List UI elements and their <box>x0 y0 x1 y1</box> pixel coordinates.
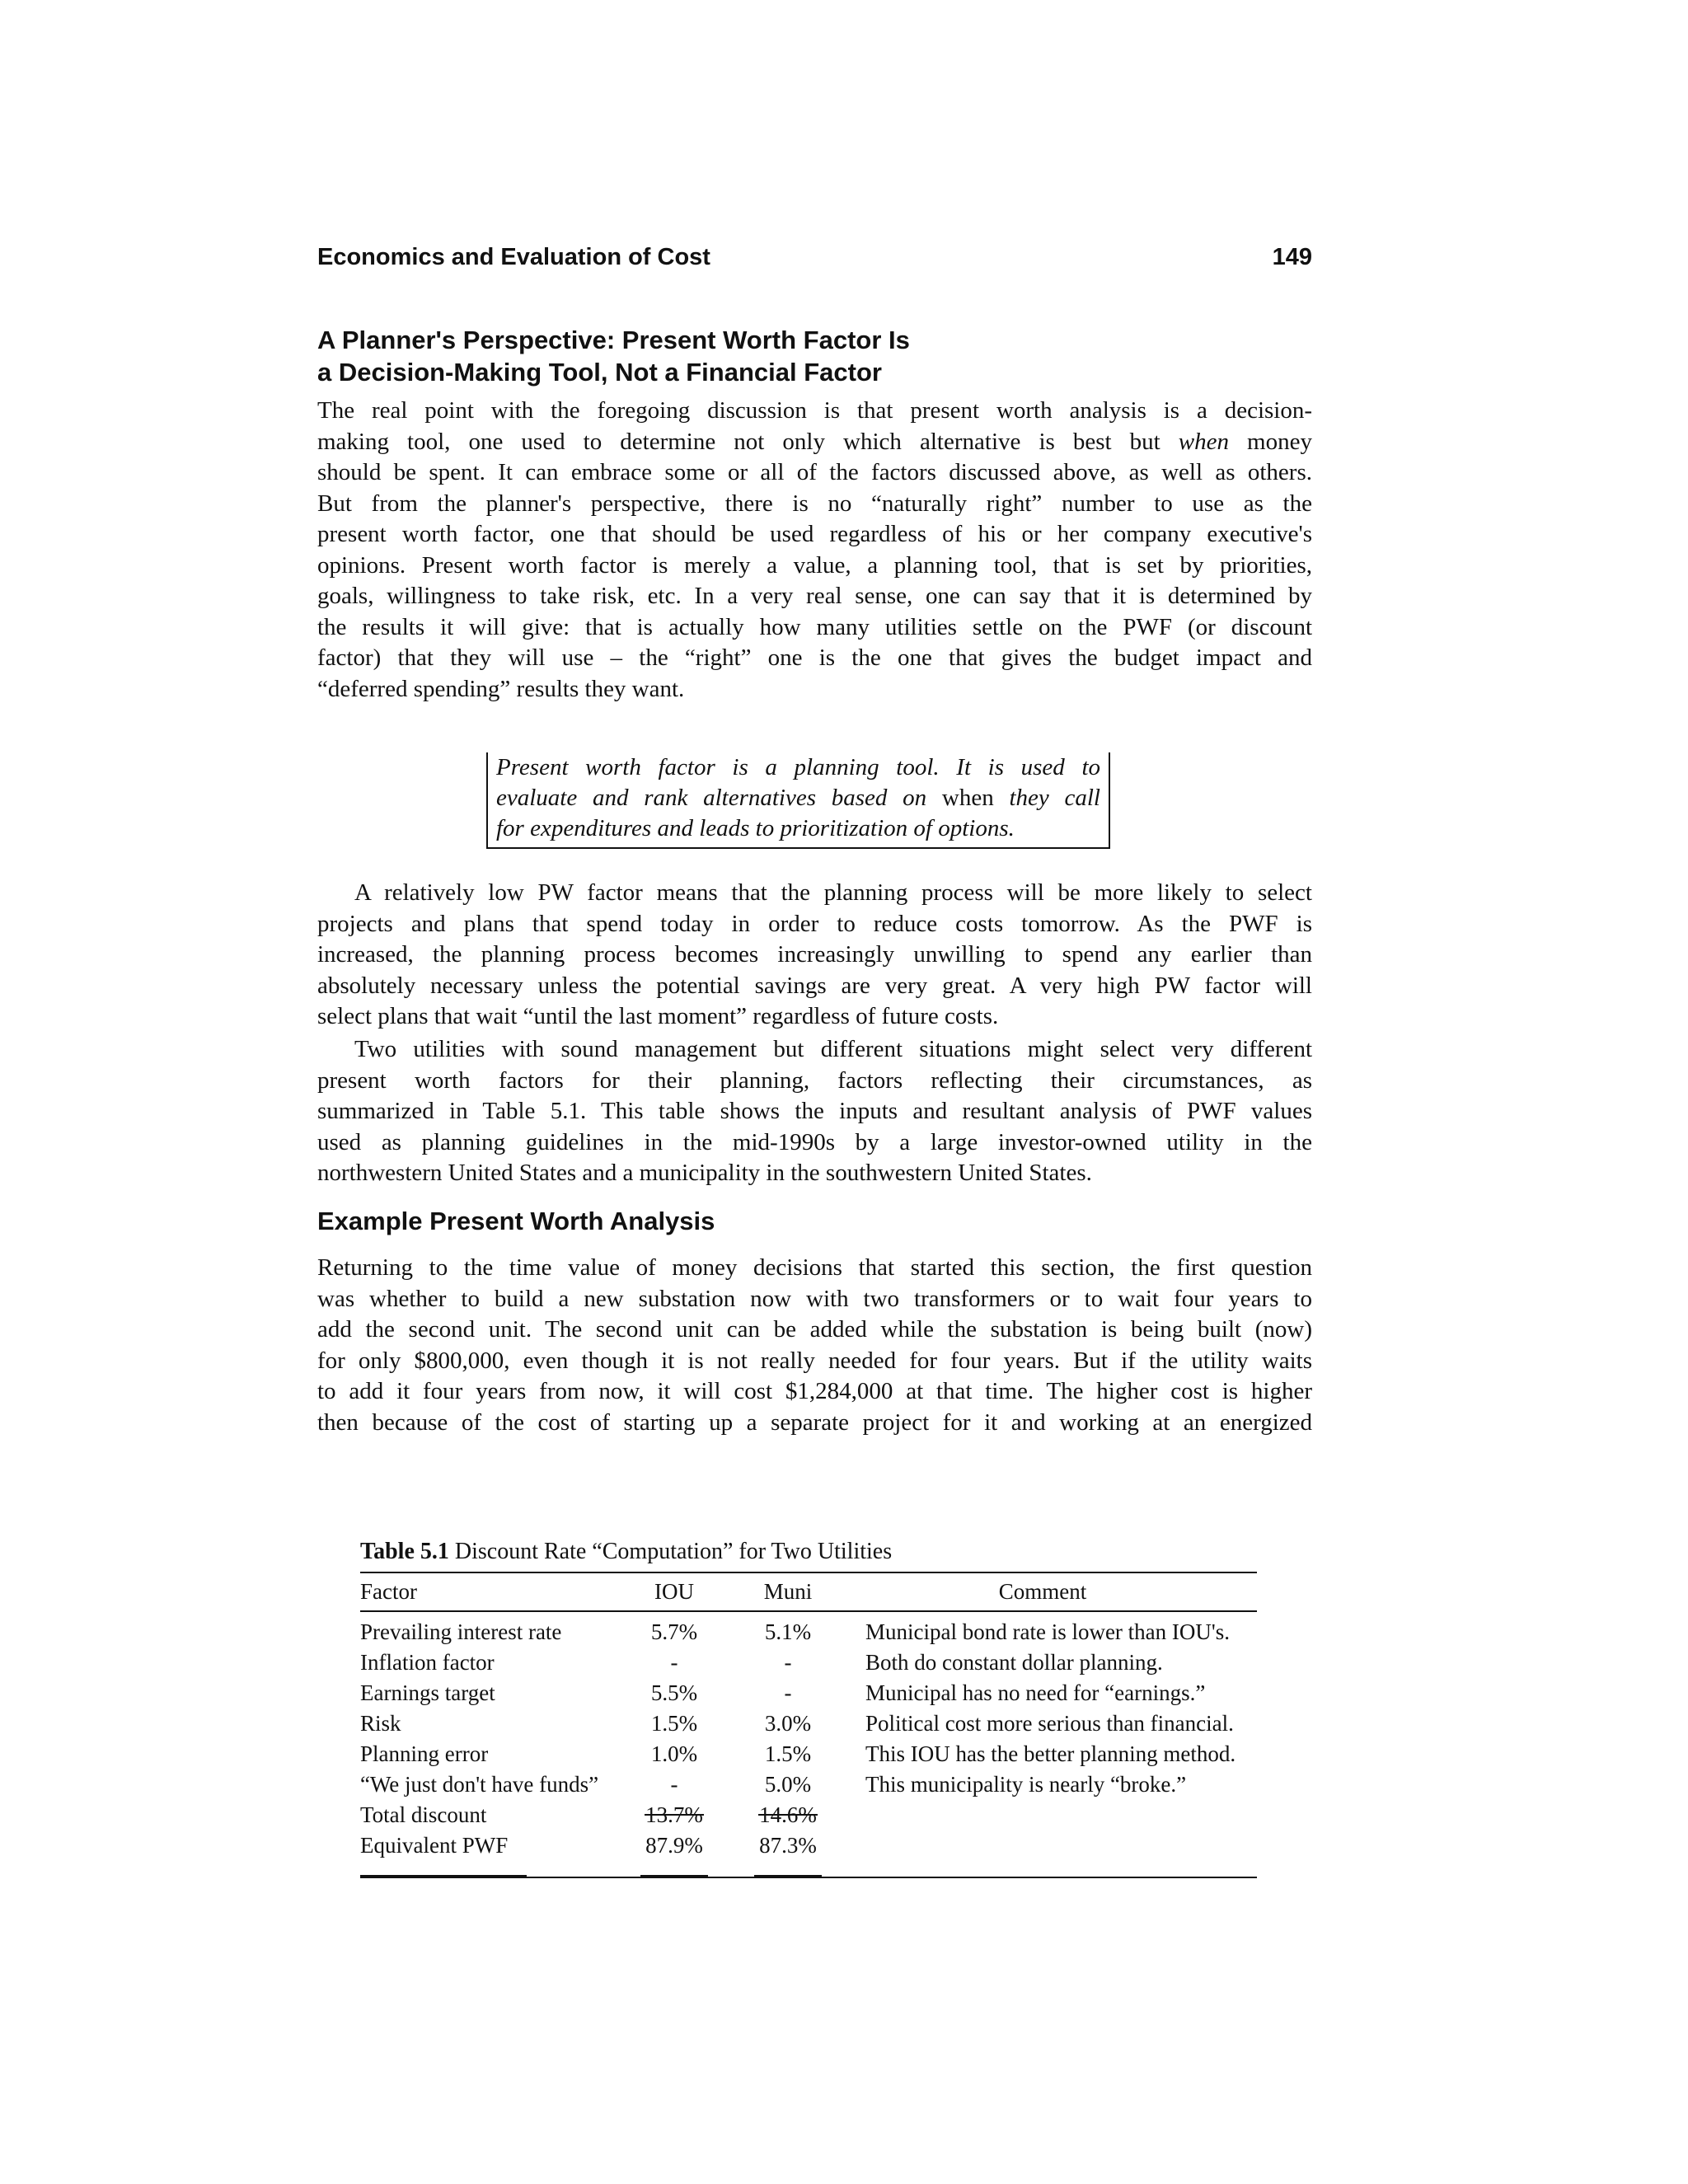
header-factor: Factor <box>360 1579 417 1604</box>
table-row <box>360 1830 1257 1861</box>
text-line: add the second unit. The second unit can be added while the substation is being built (now) <box>317 1316 1312 1343</box>
cell-factor: Prevailing interest rate <box>360 1619 562 1644</box>
cell-iou: - <box>670 1650 678 1675</box>
callout-line: for expenditures and leads to prioritization of options. <box>496 815 1015 841</box>
text-line: opinions. Present worth factor is merely a value, a planning tool, that is set by priorities, <box>317 551 1312 579</box>
text-line: present worth factors for their planning, factors reflecting their circumstances, as <box>317 1066 1312 1094</box>
cell-factor: Total discount <box>360 1802 487 1827</box>
running-head <box>317 244 1312 280</box>
heading-line: a Decision-Making Tool, Not a Financial Factor <box>317 358 882 387</box>
paragraph-two-utilities <box>317 1034 1312 1189</box>
text-line: making tool, one used to determine not only which alternative is best but when money <box>317 428 1312 455</box>
cell-comment: This municipality is nearly “broke.” <box>865 1772 1187 1797</box>
text-line: goals, willingness to take risk, etc. In a very real sense, one can say that it is determined by <box>317 583 1312 609</box>
text-line: northwestern United States and a municipality in the southwestern United States. <box>317 1160 1092 1186</box>
callout-box <box>486 752 1110 849</box>
cell-iou: 87.9% <box>645 1833 703 1858</box>
section-heading-example-analysis: Example Present Worth Analysis <box>317 1207 715 1235</box>
cell-iou: 5.7% <box>650 1619 698 1644</box>
text-line: then because of the cost of starting up a separate project for it and working at an energized <box>317 1408 1312 1436</box>
table-row <box>360 1739 1257 1769</box>
section-heading-planners-perspective <box>317 324 1312 388</box>
cell-muni: 14.6% <box>759 1802 817 1827</box>
cell-muni: 3.0% <box>764 1711 812 1736</box>
text-line: A relatively low PW factor means that the planning process will be more likely to select <box>354 879 1312 906</box>
paragraph-example <box>317 1253 1312 1438</box>
cell-muni: 5.1% <box>764 1619 812 1644</box>
text-line: should be spent. It can embrace some or all of the factors discussed above, as well as others. <box>317 459 1312 485</box>
cell-muni: 1.5% <box>764 1741 812 1766</box>
text-line: “deferred spending” results they want. <box>317 675 685 702</box>
cell-muni: 5.0% <box>764 1772 812 1797</box>
table-row <box>360 1617 1257 1647</box>
text-line: the results it will give: that is actually how many utilities settle on the PWF (or discount <box>317 613 1312 640</box>
subtotal-underline-iou <box>645 1814 704 1816</box>
text-line: select plans that wait “until the last moment” regardless of future costs. <box>317 1003 999 1029</box>
table-5-1 <box>360 1537 1257 1858</box>
cell-muni: - <box>784 1650 792 1675</box>
cell-muni: - <box>784 1680 792 1705</box>
table-bottom-rule <box>360 1877 1257 1878</box>
text-line: to add it four years from now, it will cost $1,284,000 at that time. The higher cost is higher <box>317 1378 1312 1404</box>
table-header-row <box>360 1577 1257 1607</box>
cell-muni: 87.3% <box>759 1833 817 1858</box>
text-line: The real point with the foregoing discussion is that present worth analysis is a decision- <box>317 397 1312 424</box>
cell-iou: 5.5% <box>650 1680 698 1705</box>
cell-iou: - <box>670 1772 678 1797</box>
paragraph-pwf-decision-tool <box>317 396 1312 705</box>
cell-comment: Municipal has no need for “earnings.” <box>865 1680 1206 1705</box>
cell-factor: Inflation factor <box>360 1650 495 1675</box>
paragraph-low-pw-factor <box>317 878 1312 1033</box>
subtotal-underline-muni <box>758 1814 818 1816</box>
text-line: Two utilities with sound management but different situations might select very different <box>354 1036 1312 1062</box>
text-line: Returning to the time value of money decisions that started this section, the first question <box>317 1254 1312 1281</box>
table-header-rule <box>360 1610 1257 1612</box>
text-line: was whether to build a new substation now with two transformers or to wait four years to <box>317 1285 1312 1312</box>
cell-factor: “We just don't have funds” <box>360 1772 599 1797</box>
table-row <box>360 1678 1257 1708</box>
running-head-title: Economics and Evaluation of Cost <box>317 244 710 270</box>
text-line: increased, the planning process becomes increasingly unwilling to spend any earlier than <box>317 941 1312 968</box>
text-line: factor) that they will use – the “right” one is the one that gives the budget impact and <box>317 644 1312 671</box>
header-iou: IOU <box>654 1579 694 1604</box>
table-row <box>360 1647 1257 1678</box>
header-muni: Muni <box>763 1579 813 1604</box>
cell-factor: Planning error <box>360 1741 489 1766</box>
text-line: projects and plans that spend today in order to reduce costs tomorrow. As the PWF is <box>317 910 1312 937</box>
text-line: used as planning guidelines in the mid-1990s by a large investor-owned utility in the <box>317 1128 1312 1155</box>
cell-comment: Political cost more serious than financial. <box>865 1711 1234 1736</box>
heading-line: A Planner's Perspective: Present Worth Factor Is <box>317 326 910 354</box>
cell-iou: 1.0% <box>650 1741 698 1766</box>
cell-iou: 13.7% <box>645 1802 703 1827</box>
page-number: 149 <box>1272 244 1312 270</box>
table-row <box>360 1708 1257 1739</box>
table-caption: Table 5.1 Discount Rate “Computation” for Two Utilities <box>360 1539 893 1564</box>
text-line: present worth factor, one that should be used regardless of his or her company executive's <box>317 521 1312 547</box>
cell-comment: Municipal bond rate is lower than IOU's. <box>865 1619 1231 1644</box>
callout-line: Present worth factor is a planning tool. It is used to <box>496 754 1100 780</box>
cell-factor: Earnings target <box>360 1680 495 1705</box>
cell-iou: 1.5% <box>650 1711 698 1736</box>
text-line: summarized in Table 5.1. This table shows the inputs and resultant analysis of PWF values <box>317 1098 1312 1124</box>
header-comment: Comment <box>998 1579 1087 1604</box>
cell-comment: Both do constant dollar planning. <box>865 1650 1163 1675</box>
cell-comment: This IOU has the better planning method. <box>865 1741 1236 1766</box>
text-line: absolutely necessary unless the potential savings are very great. A very high PW factor will <box>317 972 1312 999</box>
table-top-rule <box>360 1572 1257 1573</box>
text-line: for only $800,000, even though it is not really needed for four years. But if the utility waits <box>317 1347 1312 1374</box>
cell-factor: Risk <box>360 1711 401 1736</box>
callout-line: evaluate and rank alternatives based on when they call <box>496 785 1100 811</box>
cell-factor: Equivalent PWF <box>360 1833 509 1858</box>
text-line: But from the planner's perspective, there is no “naturally right” number to use as the <box>317 490 1312 517</box>
table-row <box>360 1769 1257 1800</box>
